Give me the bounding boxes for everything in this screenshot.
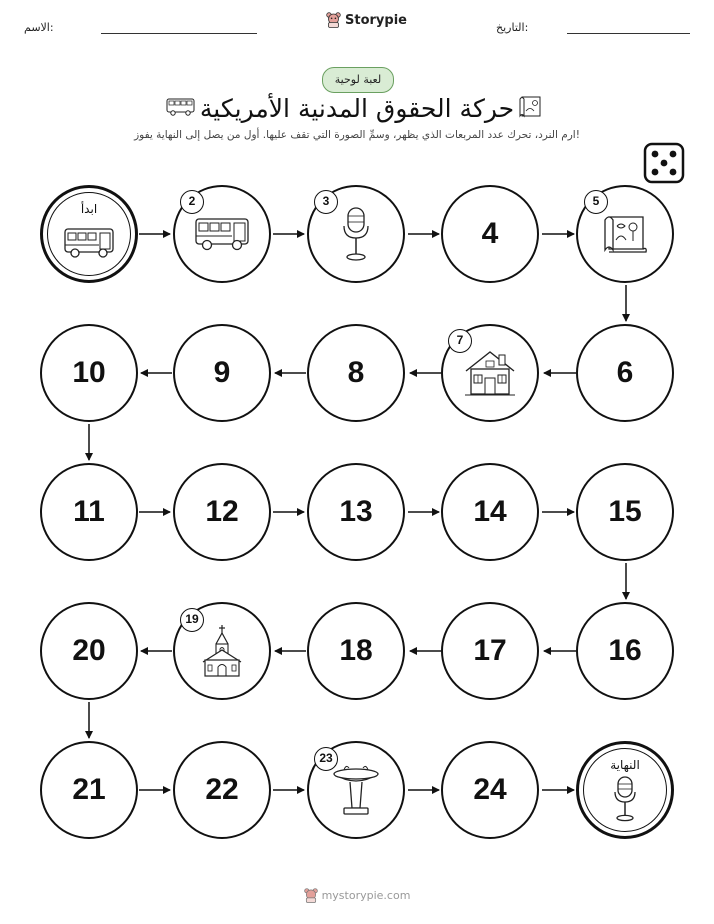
space-number: 4 — [481, 217, 499, 250]
water-fountain-icon — [330, 762, 382, 818]
space-9 — [173, 324, 271, 422]
space-number: 20 — [72, 634, 106, 667]
space-15 — [576, 463, 674, 561]
space-13 — [307, 463, 405, 561]
space-number: 8 — [347, 356, 365, 389]
space-number-badge: 23 — [314, 747, 338, 771]
bear-mascot-icon — [304, 888, 318, 903]
space-number: 12 — [205, 495, 239, 528]
space-number-badge: 7 — [448, 329, 472, 353]
space-11 — [40, 463, 138, 561]
space-number: 14 — [473, 495, 507, 528]
space-number-badge: 3 — [314, 190, 338, 214]
instructions: ارم النرد، تحرك عدد المربعات الذي يظهر، وسمِّ الصورة التي تقف عليها. أول من يصل إلى النهاية يفوز! — [134, 129, 580, 141]
space-number-badge: 2 — [180, 190, 204, 214]
space-21 — [40, 741, 138, 839]
brand-name: Storypie — [345, 12, 407, 28]
space-number: 22 — [205, 773, 239, 806]
space-24 — [441, 741, 539, 839]
space-number: 6 — [616, 356, 634, 389]
microphone-icon — [339, 206, 373, 262]
space-16 — [576, 602, 674, 700]
space-number: 11 — [73, 495, 105, 528]
space-12 — [173, 463, 271, 561]
space-8 — [307, 324, 405, 422]
space-number: 10 — [72, 356, 106, 389]
space-number-badge: 19 — [180, 608, 204, 632]
space-number: 21 — [72, 773, 106, 806]
finish-label: النهاية — [610, 758, 640, 772]
bus-icon — [63, 226, 115, 260]
space-6 — [576, 324, 674, 422]
space-14 — [441, 463, 539, 561]
board-game-badge: لعبة لوحية — [322, 67, 394, 93]
space-number: 15 — [608, 495, 642, 528]
space-number: 17 — [473, 634, 507, 667]
microphone-icon — [611, 775, 639, 823]
space-17 — [441, 602, 539, 700]
space-22 — [173, 741, 271, 839]
space-18 — [307, 602, 405, 700]
house-icon — [463, 349, 517, 397]
space-4 — [441, 185, 539, 283]
space-number: 18 — [339, 634, 373, 667]
space-number: 13 — [339, 495, 373, 528]
bus-icon — [194, 215, 250, 253]
space-20 — [40, 602, 138, 700]
finish-space — [576, 741, 674, 839]
date-label: التاريخ: — [496, 21, 529, 34]
space-number: 9 — [213, 356, 231, 389]
start-space — [40, 185, 138, 283]
map-scroll-icon — [601, 212, 649, 256]
footer — [0, 888, 714, 903]
title-text: حركة الحقوق المدنية الأمريكية — [199, 94, 515, 123]
space-number: 16 — [608, 634, 642, 667]
space-10 — [40, 324, 138, 422]
space-number: 24 — [473, 773, 507, 806]
start-label: ابدأ — [80, 202, 98, 216]
church-icon — [199, 624, 245, 678]
name-label: الاسم: — [24, 21, 54, 34]
space-number-badge: 5 — [584, 190, 608, 214]
footer-url[interactable]: mystorypie.com — [321, 889, 411, 902]
